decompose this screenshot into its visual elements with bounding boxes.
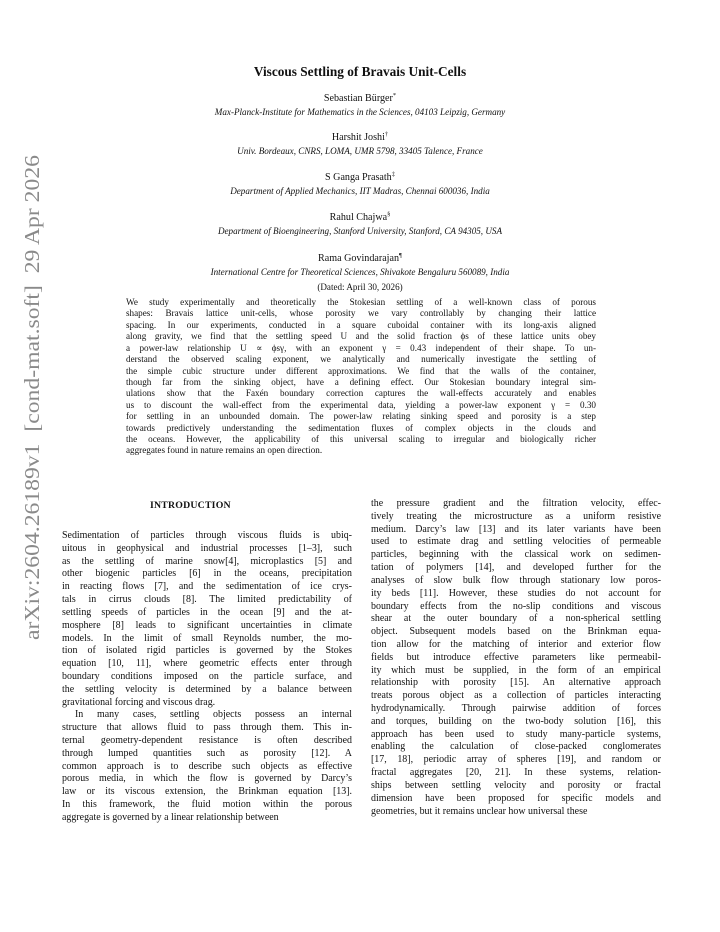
paper-title: Viscous Settling of Bravais Unit-Cells [253, 64, 467, 79]
author-name: Harshit Joshi† [331, 131, 389, 143]
author-name: Sebastian Bürger* [323, 92, 397, 104]
text-line: along gravity, we find that the settling speed U and the solid fraction ϕs of these lattice units obey [126, 331, 596, 342]
right-text-column [371, 498, 661, 818]
text-line: ternal geometry-dependent resistance is often described [62, 735, 352, 746]
text-line: settling speeds of particles in the ocean [9] and the at- [62, 606, 352, 618]
text-line: We study experimentally and theoretically the Stokesian settling of a well-known class of porous [126, 297, 596, 307]
text-line: ships between settling velocity and porosity or fractal [371, 779, 661, 791]
author-affiliation: Department of Bioengineering, Stanford University, Stanford, CA 94305, USA [217, 226, 503, 236]
text-line: In many cases, settling objects possess an internal [75, 709, 352, 721]
text-line: shapes: Bravais lattice unit-cells, whose porosity we vary controllably by changing their lattice [126, 308, 596, 319]
text-line: mosphere [8] leads to significant uncertainties in climate [62, 619, 352, 631]
text-line: as the settling of marine snow[4], microplastics [5] and [62, 555, 352, 567]
text-line: uitous in geophysical and industrial processes [1–3], such [62, 542, 352, 554]
text-line: boundary conditions imposed on the particle surface, and [62, 670, 352, 682]
text-line: Sedimentation of particles through viscous fluids is ubiq- [62, 530, 352, 541]
text-line: though far from the sinking object, have a defining effect. Our Stokesian boundary integral sim- [126, 376, 596, 387]
text-line: common approach is to describe such objects as effective [62, 760, 352, 772]
author-affiliation: Univ. Bordeaux, CNRS, LOMA, UMR 5798, 33405 Talence, France [237, 146, 483, 156]
text-line: the oceans. However, the applicability of this universal scaling to irregular and biologically richer [126, 434, 596, 445]
text-line: ity which must be supplied, in the form of an empirical [371, 664, 661, 676]
text-line: models. In the limit of small Reynolds number, the mo- [62, 632, 352, 644]
footnote-mark: § [387, 211, 391, 218]
text-line: aggregates found in nature remains an open direction. [126, 445, 323, 456]
text-line: fractal aggregates [20, 21]. In these systems, relation- [371, 767, 661, 779]
author-name: S Ganga Prasath‡ [325, 171, 395, 183]
text-line: the settling velocity is determined by a balance between [62, 683, 352, 695]
footnote-mark: ¶ [399, 252, 402, 259]
text-line: derstand the observed scaling exponent, we analytically and numerically investigate the settling of [126, 354, 596, 365]
date-line: (Dated: April 30, 2026) [317, 282, 403, 292]
text-line: spacing. In our experiments, conducted in a square cuboidal container with its long-axis aligned [126, 319, 596, 330]
text-line: treats porous object as a collection of particles interacting [371, 690, 661, 702]
text-line: law or its viscous extension, the Brinkman equation [13]. [62, 786, 352, 798]
text-line: shear at the outer boundary of a non-spherical settling [371, 613, 661, 625]
text-line: relationship with porosity [15]. An alternative approach [371, 677, 661, 689]
text-line: the pressure gradient and the filtration velocity, effec- [371, 498, 661, 509]
text-line: used to estimate drag and settling velocities of permeable [371, 536, 661, 548]
text-line: dimension have been proposed for specific models and [371, 792, 661, 804]
text-line: in reacting flows [7], and the sedimentation of ice crys- [62, 581, 352, 593]
arxiv-stamp-text: arXiv:2604.26189v1 [cond-mat.soft] 29 Apr 2026 [20, 199, 44, 640]
text-line: gravitational forcing and viscous drag. [62, 696, 216, 708]
text-line: tion allow for the matching of interior and exterior flow [371, 638, 661, 650]
text-line: a power-law relationship U ∝ ϕsγ, with an exponent γ = 0.43 independent of their shape. To un- [126, 342, 596, 353]
text-line: ity beds [11]. However, these studies do not account for [371, 587, 661, 599]
abstract [126, 297, 596, 457]
section-heading-introduction: INTRODUCTION [150, 500, 231, 511]
text-line: other biogenic particles [6] in the oceans, precipitation [62, 568, 352, 580]
text-line: medium. Darcy’s law [13] and its later variants have been [371, 523, 661, 535]
author-affiliation: Department of Applied Mechanics, IIT Madras, Chennai 600036, India [230, 186, 490, 196]
text-line: equation [10, 11], where geometric effects enter through [62, 658, 352, 670]
text-line: tation of polymers [14], and developed further for the [371, 562, 661, 574]
text-line: particles, beginning with the classical work on sedimen- [371, 549, 661, 561]
footnote-mark: * [392, 92, 397, 99]
text-line: tion of isolated rigid particles is governed by the Stokes [62, 645, 352, 657]
text-line: object. Subsequent models based on the Brinkman equa- [371, 626, 661, 638]
text-line: [17, 18], periodic array of spheres [19], and random or [371, 754, 661, 766]
footnote-mark: † [384, 131, 389, 138]
text-line: In this framework, the fluid motion within the porous [62, 799, 352, 811]
author-name: Rama Govindarajan¶ [318, 252, 402, 264]
footnote-mark: ‡ [391, 171, 395, 178]
text-line: fields but introduce effective parameters like permeabil- [371, 651, 661, 663]
author-affiliation: Max-Planck-Institute for Mathematics in the Sciences, 04103 Leipzig, Germany [214, 107, 506, 117]
text-line: boundary effects from the no-slip conditions and viscous [371, 600, 661, 612]
text-line: hydrodynamically. Through pairwise addition of forces [371, 703, 661, 714]
text-line: for settling in an unbounded domain. The power-law relating sinking speed and porosity is a step [126, 411, 596, 422]
author-affiliation: International Centre for Theoretical Sciences, Shivakote Bengaluru 560089, India [210, 267, 510, 277]
author-name: Rahul Chajwa§ [329, 211, 391, 223]
text-line: the simple cubic structure under different approximations. We find that the walls of the container, [126, 365, 596, 376]
text-line: approach has been used to study many-particle systems, [371, 728, 661, 740]
text-line: geometries, but it remains unclear how universal these [371, 805, 588, 817]
text-line: porous media, in which the flow is governed by Darcy’s [62, 773, 352, 785]
text-line: analyses of slow bulk flow through stationary low poros- [371, 574, 661, 586]
text-line: tively treating the microstructure as a uniform resistive [371, 510, 661, 522]
text-line: us to discount the wall-effect from the experimental data, yielding a power-law exponent γ = 0.30 [126, 399, 596, 410]
left-text-column [62, 530, 352, 825]
text-line: enabling the calculation of close-packed conglomerates [371, 741, 661, 753]
text-line: through lumped quantities such as porosity [12]. A [62, 747, 352, 759]
text-line: aggregate is governed by a linear relationship between [62, 811, 279, 823]
text-line: structure that allows fluid to pass through them. This in- [62, 722, 352, 734]
text-line: and torques, building on the two-body solution [16], this [371, 715, 661, 727]
text-line: tals in cirrus clouds [8]. The limited predictability of [62, 594, 352, 606]
text-line: towards predictively understanding the sedimentation fluxes of complex objects in the clouds and [126, 422, 596, 433]
text-line: ulations show that the Faxén boundary correction captures the wall-effects accurately and enables [126, 388, 596, 399]
